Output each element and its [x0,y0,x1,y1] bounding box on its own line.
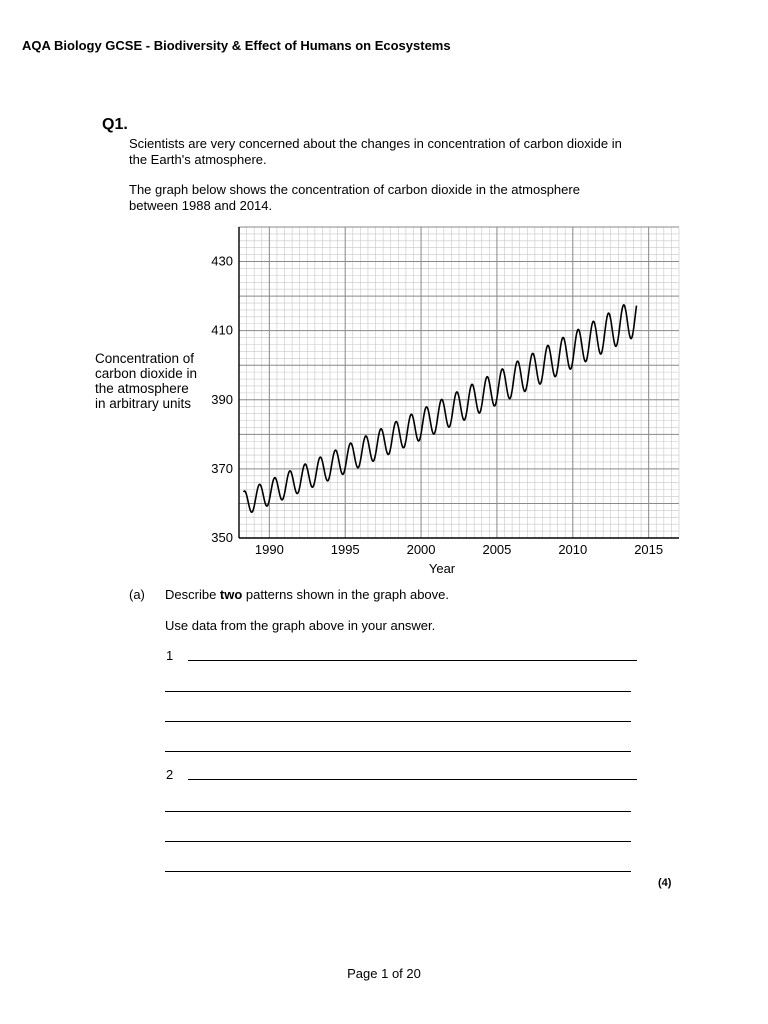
answer-line[interactable] [165,871,631,872]
question-number: Q1. [102,116,128,133]
x-tick-label: 1990 [254,542,284,557]
y-tick-label: 370 [211,460,233,476]
marks-label: (4) [658,877,672,889]
y-label-line-1: Concentration of [95,351,195,366]
answer-line[interactable] [188,660,637,661]
prompt-text-post: patterns shown in the graph above. [242,587,450,602]
y-tick-label: 430 [211,253,233,269]
answer-1-label: 1 [166,648,174,663]
y-label-line-3: the atmosphere [95,381,189,396]
answer-line[interactable] [165,721,631,722]
y-tick-label: 350 [211,530,233,545]
answer-line[interactable] [165,811,631,812]
chart-x-axis-label: Year [428,561,456,576]
part-a-instruction: Use data from the graph above in your answer. [165,618,436,633]
x-tick-label: 2005 [482,542,512,557]
y-label-line-4: in arbitrary units [95,396,192,411]
x-tick-label: 1995 [330,542,360,557]
co2-line-chart [196,222,706,582]
answer-2-label: 2 [166,767,174,782]
x-tick-label: 2015 [634,542,664,557]
x-tick-label: 2000 [406,542,436,557]
prompt-text-bold: two [219,587,243,602]
part-a-label: (a) [129,587,145,602]
answer-line[interactable] [188,779,637,780]
answer-line[interactable] [165,841,631,842]
chart-y-axis-label [95,351,197,411]
co2-series-line [244,305,637,512]
chart-minor-grid [239,227,679,538]
prompt-text-pre: Describe [165,587,220,602]
part-a-prompt [165,587,449,602]
document-header: AQA Biology GCSE - Biodiversity & Effect of Humans on Ecosystems [22,38,451,53]
graph-intro: The graph below shows the concentration of carbon dioxide in the atmosphere between 1988 and 2014. [129,182,580,213]
question-intro: Scientists are very concerned about the changes in concentration of carbon dioxide in the Earth's atmosphere. [129,136,622,167]
x-tick-label: 2010 [558,542,588,557]
y-tick-label: 390 [211,391,233,407]
y-tick-label: 410 [211,322,233,338]
page-number: Page 1 of 20 [347,966,421,981]
answer-line[interactable] [165,691,631,692]
answer-line[interactable] [165,751,631,752]
chart-series [244,305,637,512]
y-label-line-2: carbon dioxide in [95,366,198,381]
